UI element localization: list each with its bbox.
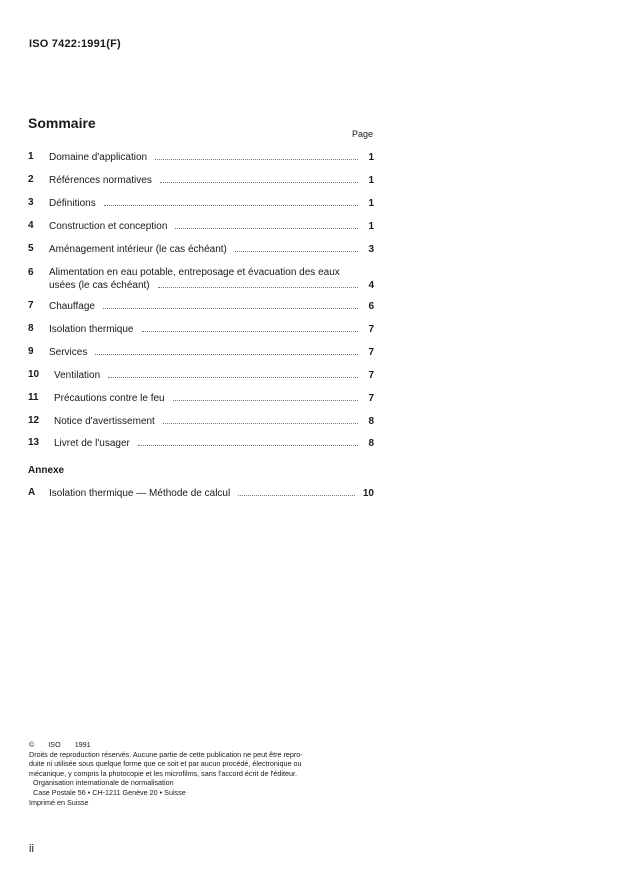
- toc-entry-number: 12: [28, 415, 40, 426]
- toc-entry-page: 1: [368, 198, 374, 209]
- page-column-label: Page: [352, 129, 374, 139]
- toc-entry-body: [49, 220, 374, 233]
- toc-title: Sommaire: [28, 115, 96, 131]
- toc-entry-number: 2: [28, 174, 34, 185]
- toc-entry-title: Isolation thermique — Méthode de calcul: [49, 488, 231, 499]
- dot-leader: [103, 300, 358, 309]
- dot-leader: [238, 487, 355, 496]
- toc-entry-number: 10: [28, 369, 40, 380]
- toc-entry-body: [49, 300, 374, 313]
- toc-entry-title: Domaine d'application: [49, 152, 148, 163]
- toc-entry-line: [54, 415, 374, 428]
- toc-entry-number: 3: [28, 197, 34, 208]
- dot-leader: [142, 323, 359, 332]
- toc-entry-line: [54, 392, 374, 405]
- dot-leader: [108, 369, 358, 378]
- copyright-year: 1991: [74, 740, 91, 749]
- toc-entry-title: Alimentation en eau potable, entreposage et évacuation des eaux: [49, 267, 340, 278]
- dot-leader: [158, 279, 358, 288]
- address-line: Case Postale 56 • CH-1211 Genève 20 • Suisse: [33, 787, 186, 797]
- address-line: Organisation internationale de normalisation: [33, 778, 174, 788]
- copyright-block: [29, 740, 379, 807]
- toc-entry-number: A: [28, 487, 36, 498]
- toc-entry-page: 8: [368, 416, 374, 427]
- toc-entry-number: 9: [28, 346, 34, 357]
- toc-entry-title: Notice d'avertissement: [54, 416, 155, 427]
- toc-entry-title: Précautions contre le feu: [54, 393, 165, 404]
- printed-in: Imprimé en Suisse: [29, 797, 89, 807]
- toc-entry-body: [49, 243, 374, 256]
- dot-leader: [160, 174, 358, 183]
- toc-entry-line: [54, 437, 374, 450]
- dot-leader: [138, 437, 358, 446]
- dot-leader: [95, 346, 358, 355]
- page-number: ii: [29, 843, 34, 855]
- toc-entry-body: [49, 323, 374, 336]
- toc-entry-page: 7: [368, 324, 374, 335]
- dot-leader: [175, 220, 358, 229]
- toc-entry-number: 5: [28, 243, 34, 254]
- toc-entry-page: 10: [362, 488, 374, 499]
- toc-entry-title: Isolation thermique: [49, 324, 134, 335]
- toc-entry-page: 7: [368, 370, 374, 381]
- dot-leader: [155, 151, 358, 160]
- copyright-org: ISO: [48, 740, 61, 749]
- toc-entry-line: [49, 346, 374, 359]
- document-reference: ISO 7422:1991(F): [29, 38, 121, 50]
- toc-entry-line: [49, 300, 374, 313]
- toc-entry-line: [49, 323, 374, 336]
- toc-entry-page: 1: [368, 152, 374, 163]
- toc-entry-body: [54, 369, 374, 382]
- dot-leader: [104, 197, 358, 206]
- toc-entry-title: usées (le cas échéant): [49, 280, 150, 291]
- toc-entry-number: 8: [28, 323, 34, 334]
- toc-entry-body: [54, 392, 374, 405]
- copyright-line: [29, 740, 379, 750]
- toc-entry-title: Aménagement intérieur (le cas échéant): [49, 244, 227, 255]
- toc-entry-body: [49, 487, 374, 500]
- toc-entry-body: [49, 174, 374, 187]
- toc-entry-line: [49, 197, 374, 210]
- toc-entry-number: 1: [28, 151, 34, 162]
- toc-entry-title: Services: [49, 347, 88, 358]
- toc-entry-page: 1: [368, 175, 374, 186]
- annex-heading: Annexe: [28, 465, 65, 476]
- toc-entry-title: Définitions: [49, 198, 96, 209]
- toc-entry-title: Chauffage: [49, 301, 95, 312]
- toc-entry-title: Livret de l'usager: [54, 438, 130, 449]
- toc-entry-page: 6: [368, 301, 374, 312]
- dot-leader: [235, 243, 358, 252]
- toc-entry-line: [49, 174, 374, 187]
- dot-leader: [163, 415, 358, 424]
- dot-leader: [173, 392, 358, 401]
- rights-line: Droits de reproduction réservés. Aucune partie de cette publication ne peut être repro-: [29, 749, 303, 759]
- toc-entry-line: [49, 279, 374, 292]
- toc-entry-number: 11: [28, 392, 39, 403]
- toc-entry-number: 7: [28, 300, 34, 311]
- toc-entry-page: 1: [368, 221, 374, 232]
- toc-entry-line: [49, 220, 374, 233]
- toc-entry-page: 8: [368, 438, 374, 449]
- toc-entry-number: 6: [28, 267, 34, 278]
- toc-entry-title: Ventilation: [54, 370, 101, 381]
- toc-entry-line: [49, 243, 374, 256]
- rights-line: mécanique, y compris la photocopie et les microfilms, sans l'accord écrit de l'éditeur.: [29, 768, 298, 778]
- toc-entry-body: [49, 346, 374, 359]
- toc-entry-line: [54, 369, 374, 382]
- toc-entry-body: [54, 437, 374, 450]
- toc-entry-line: [49, 487, 374, 500]
- toc-entry-body: [49, 267, 374, 292]
- toc-entry-line: [49, 151, 374, 164]
- toc-entry-number: 4: [28, 220, 34, 231]
- toc-entry-title: Références normatives: [49, 175, 152, 186]
- toc-entry-page: 7: [368, 347, 374, 358]
- toc-entry-page: 4: [368, 280, 374, 291]
- toc-entry-line: [49, 267, 374, 279]
- toc-entry-page: 7: [368, 393, 374, 404]
- toc-entry-body: [49, 151, 374, 164]
- toc-entry-body: [54, 415, 374, 428]
- copyright-symbol: ©: [29, 740, 35, 749]
- toc-entry-page: 3: [368, 244, 374, 255]
- toc-entry-number: 13: [28, 437, 40, 448]
- toc-entry-title: Construction et conception: [49, 221, 168, 232]
- rights-line: duite ni utilisée sous quelque forme que ce soit et par aucun procédé, électronique ou: [29, 759, 302, 769]
- toc-entry-body: [49, 197, 374, 210]
